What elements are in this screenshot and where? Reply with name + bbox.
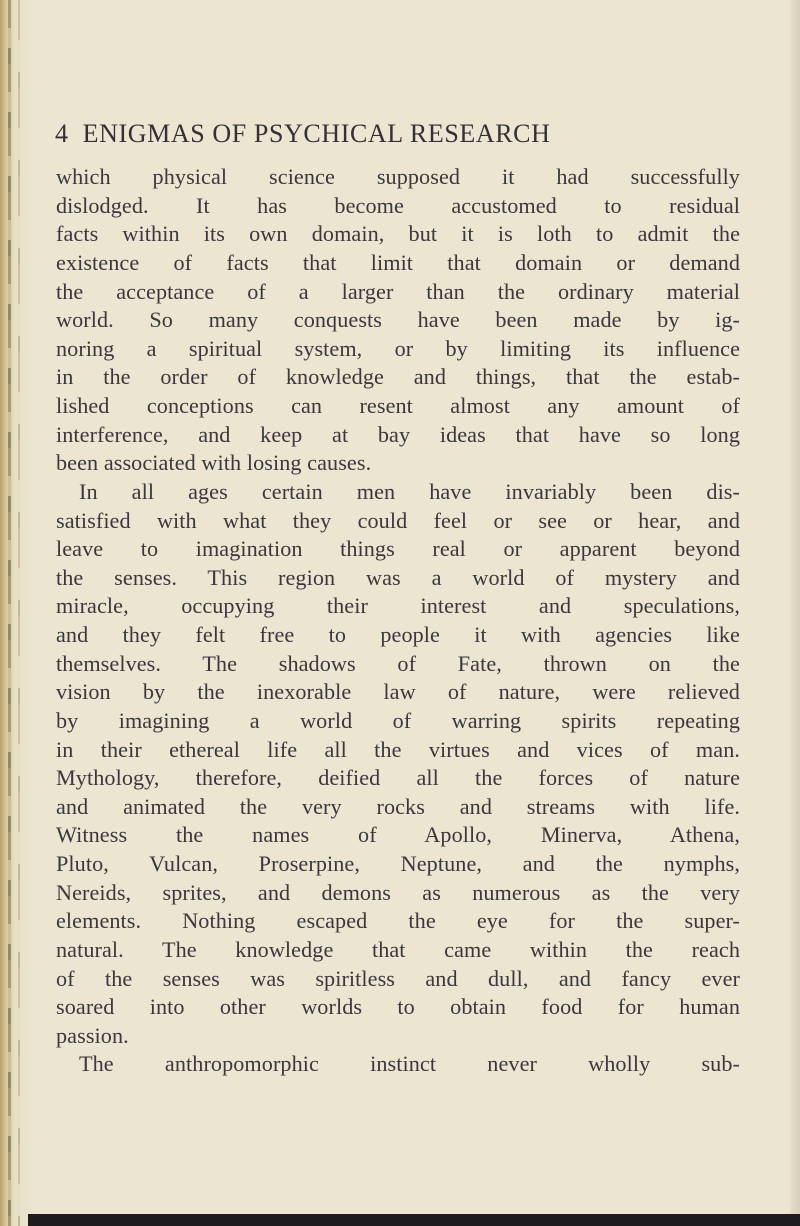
text-line: miracle, occupying their interest and speculations, <box>56 593 740 619</box>
text-line: dislodged. It has become accustomed to residual <box>56 192 740 218</box>
text-line: Pluto, Vulcan, Proserpine, Neptune, and the nymphs, <box>56 851 740 876</box>
paragraph-last-line: been associated with losing causes. <box>56 450 372 476</box>
text-line: themselves. The shadows of Fate, thrown on the <box>56 650 740 676</box>
text-line: natural. The knowledge that came within the reach <box>56 936 740 962</box>
page-edge-shadow <box>790 0 800 1226</box>
text-line: which physical science supposed it had successfully <box>56 164 740 189</box>
body-text <box>56 163 740 1079</box>
text-line: existence of facts that limit that domain or demand <box>56 249 740 275</box>
text-line: leave to imagination things real or apparent beyond <box>56 536 740 562</box>
text-line: in the order of knowledge and things, that the estab- <box>56 364 740 390</box>
running-header <box>55 121 735 147</box>
paragraph-first-line: In all ages certain men have invariably been dis- <box>79 478 740 504</box>
text-line: vision by the inexorable law of nature, were relieved <box>56 679 740 705</box>
text-line: lished conceptions can resent almost any amount of <box>56 393 740 418</box>
paragraph-first-line: The anthropomorphic instinct never wholly sub- <box>79 1051 740 1077</box>
text-line: satisfied with what they could feel or see or hear, and <box>56 507 740 533</box>
text-line: the senses. This region was a world of mystery and <box>56 564 740 590</box>
paragraph-last-line: passion. <box>56 1022 129 1048</box>
text-line: of the senses was spiritless and dull, and fancy ever <box>56 965 740 991</box>
text-line: by imagining a world of warring spirits repeating <box>56 707 740 733</box>
text-line: elements. Nothing escaped the eye for the super- <box>56 908 740 934</box>
text-line: world. So many conquests have been made by ig- <box>56 307 740 333</box>
page-gutter-shadow <box>0 0 34 1226</box>
text-line: in their ethereal life all the virtues and vices of man. <box>56 736 740 762</box>
bottom-black-edge <box>28 1214 800 1226</box>
text-line: interference, and keep at bay ideas that have so long <box>56 421 740 447</box>
text-line: and animated the very rocks and streams with life. <box>56 793 740 819</box>
text-line: noring a spiritual system, or by limiting its influence <box>56 335 740 361</box>
text-line: Nereids, sprites, and demons as numerous as the very <box>56 879 740 905</box>
text-line: Witness the names of Apollo, Minerva, Athena, <box>56 822 740 848</box>
text-line: soared into other worlds to obtain food for human <box>56 994 740 1020</box>
text-line: and they felt free to people it with agencies like <box>56 622 740 647</box>
text-line: facts within its own domain, but it is loth to admit the <box>56 221 740 247</box>
running-title: ENIGMAS OF PSYCHICAL RESEARCH <box>82 119 551 148</box>
page-number: 4 <box>55 119 69 148</box>
text-line: Mythology, therefore, deified all the forces of nature <box>56 765 740 791</box>
text-line: the acceptance of a larger than the ordinary material <box>56 278 740 304</box>
